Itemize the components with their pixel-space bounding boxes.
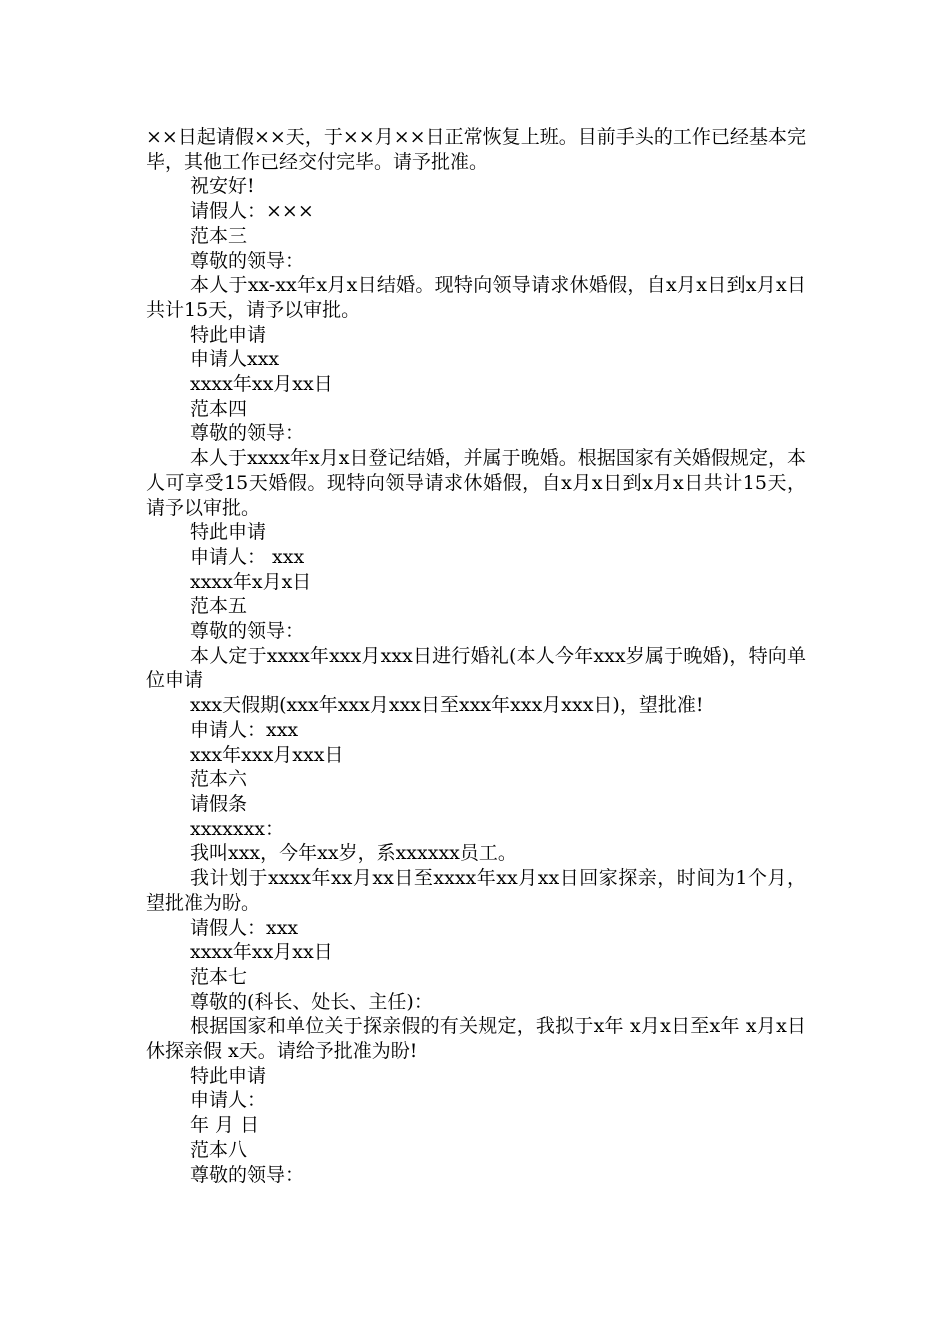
paragraph: 请假人：×××: [190, 200, 314, 223]
salutation: 尊敬的领导：: [190, 620, 305, 643]
signature-line: 请假人：xxx: [190, 916, 299, 939]
paragraph: 特此申请: [190, 521, 267, 544]
signature-line: 申请人：: [190, 1089, 267, 1112]
section-heading: 范本六: [190, 768, 248, 791]
salutation: 尊敬的领导：: [190, 249, 305, 272]
date-line: xxxx年xx月xx日: [190, 373, 333, 396]
date-line: xxxx年xx月xx日: [190, 941, 333, 964]
signature-line: 申请人xxx: [190, 348, 280, 371]
date-line: 年 月 日: [190, 1114, 260, 1137]
salutation: 尊敬的(科长、处长、主任)：: [190, 990, 433, 1013]
paragraph: 本人于xxxx年x月x日登记结婚，并属于晚婚。根据国家有关婚假规定，本人可享受15天婚假。现特向领导请求休婚假，自x月x日到x月x日共计15天，请予以审批。: [146, 447, 806, 519]
signature-line: 申请人：xxx: [190, 718, 299, 741]
section-heading: 范本三: [190, 224, 248, 247]
date-line: xxxx年x月x日: [190, 570, 312, 593]
salutation: 尊敬的领导：: [190, 422, 305, 445]
document-title: 请假条: [190, 792, 248, 815]
paragraph: 我计划于xxxx年xx月xx日至xxxx年xx月xx日回家探亲，时间为1个月，望批准为盼。: [146, 867, 806, 914]
paragraph: 特此申请: [190, 323, 267, 346]
signature-line: 申请人： xxx: [190, 545, 305, 568]
paragraph: 本人于xx-xx年x月x日结婚。现特向领导请求休婚假，自x月x日到x月x日共计15天，请予以审批。: [146, 274, 806, 321]
salutation: 尊敬的领导：: [190, 1163, 305, 1186]
section-heading: 范本七: [190, 965, 248, 988]
paragraph: 祝安好!: [190, 175, 255, 198]
paragraph: 我叫xxx，今年xx岁，系xxxxxx员工。: [190, 842, 517, 865]
paragraph: ××日起请假××天，于××月××日正常恢复上班。目前手头的工作已经基本完毕，其他工作已经交付完毕。请予批准。: [146, 126, 806, 173]
section-heading: 范本八: [190, 1138, 248, 1161]
paragraph: 特此申请: [190, 1064, 267, 1087]
document-body: [146, 125, 806, 1187]
salutation: xxxxxxx：: [190, 817, 285, 840]
section-heading: 范本四: [190, 397, 248, 420]
date-line: xxx年xxx月xxx日: [190, 743, 344, 766]
paragraph: 本人定于xxxx年xxx月xxx日进行婚礼(本人今年xxx岁属于晚婚)，特向单位申请: [146, 644, 806, 692]
section-heading: 范本五: [190, 595, 248, 618]
paragraph: xxx天假期(xxx年xxx月xxx日至xxx年xxx月xxx日)，望批准!: [190, 694, 704, 717]
paragraph: 根据国家和单位关于探亲假的有关规定，我拟于x年 x月x日至x年 x月x日休探亲假 x天。请给予批准为盼!: [146, 1015, 806, 1063]
